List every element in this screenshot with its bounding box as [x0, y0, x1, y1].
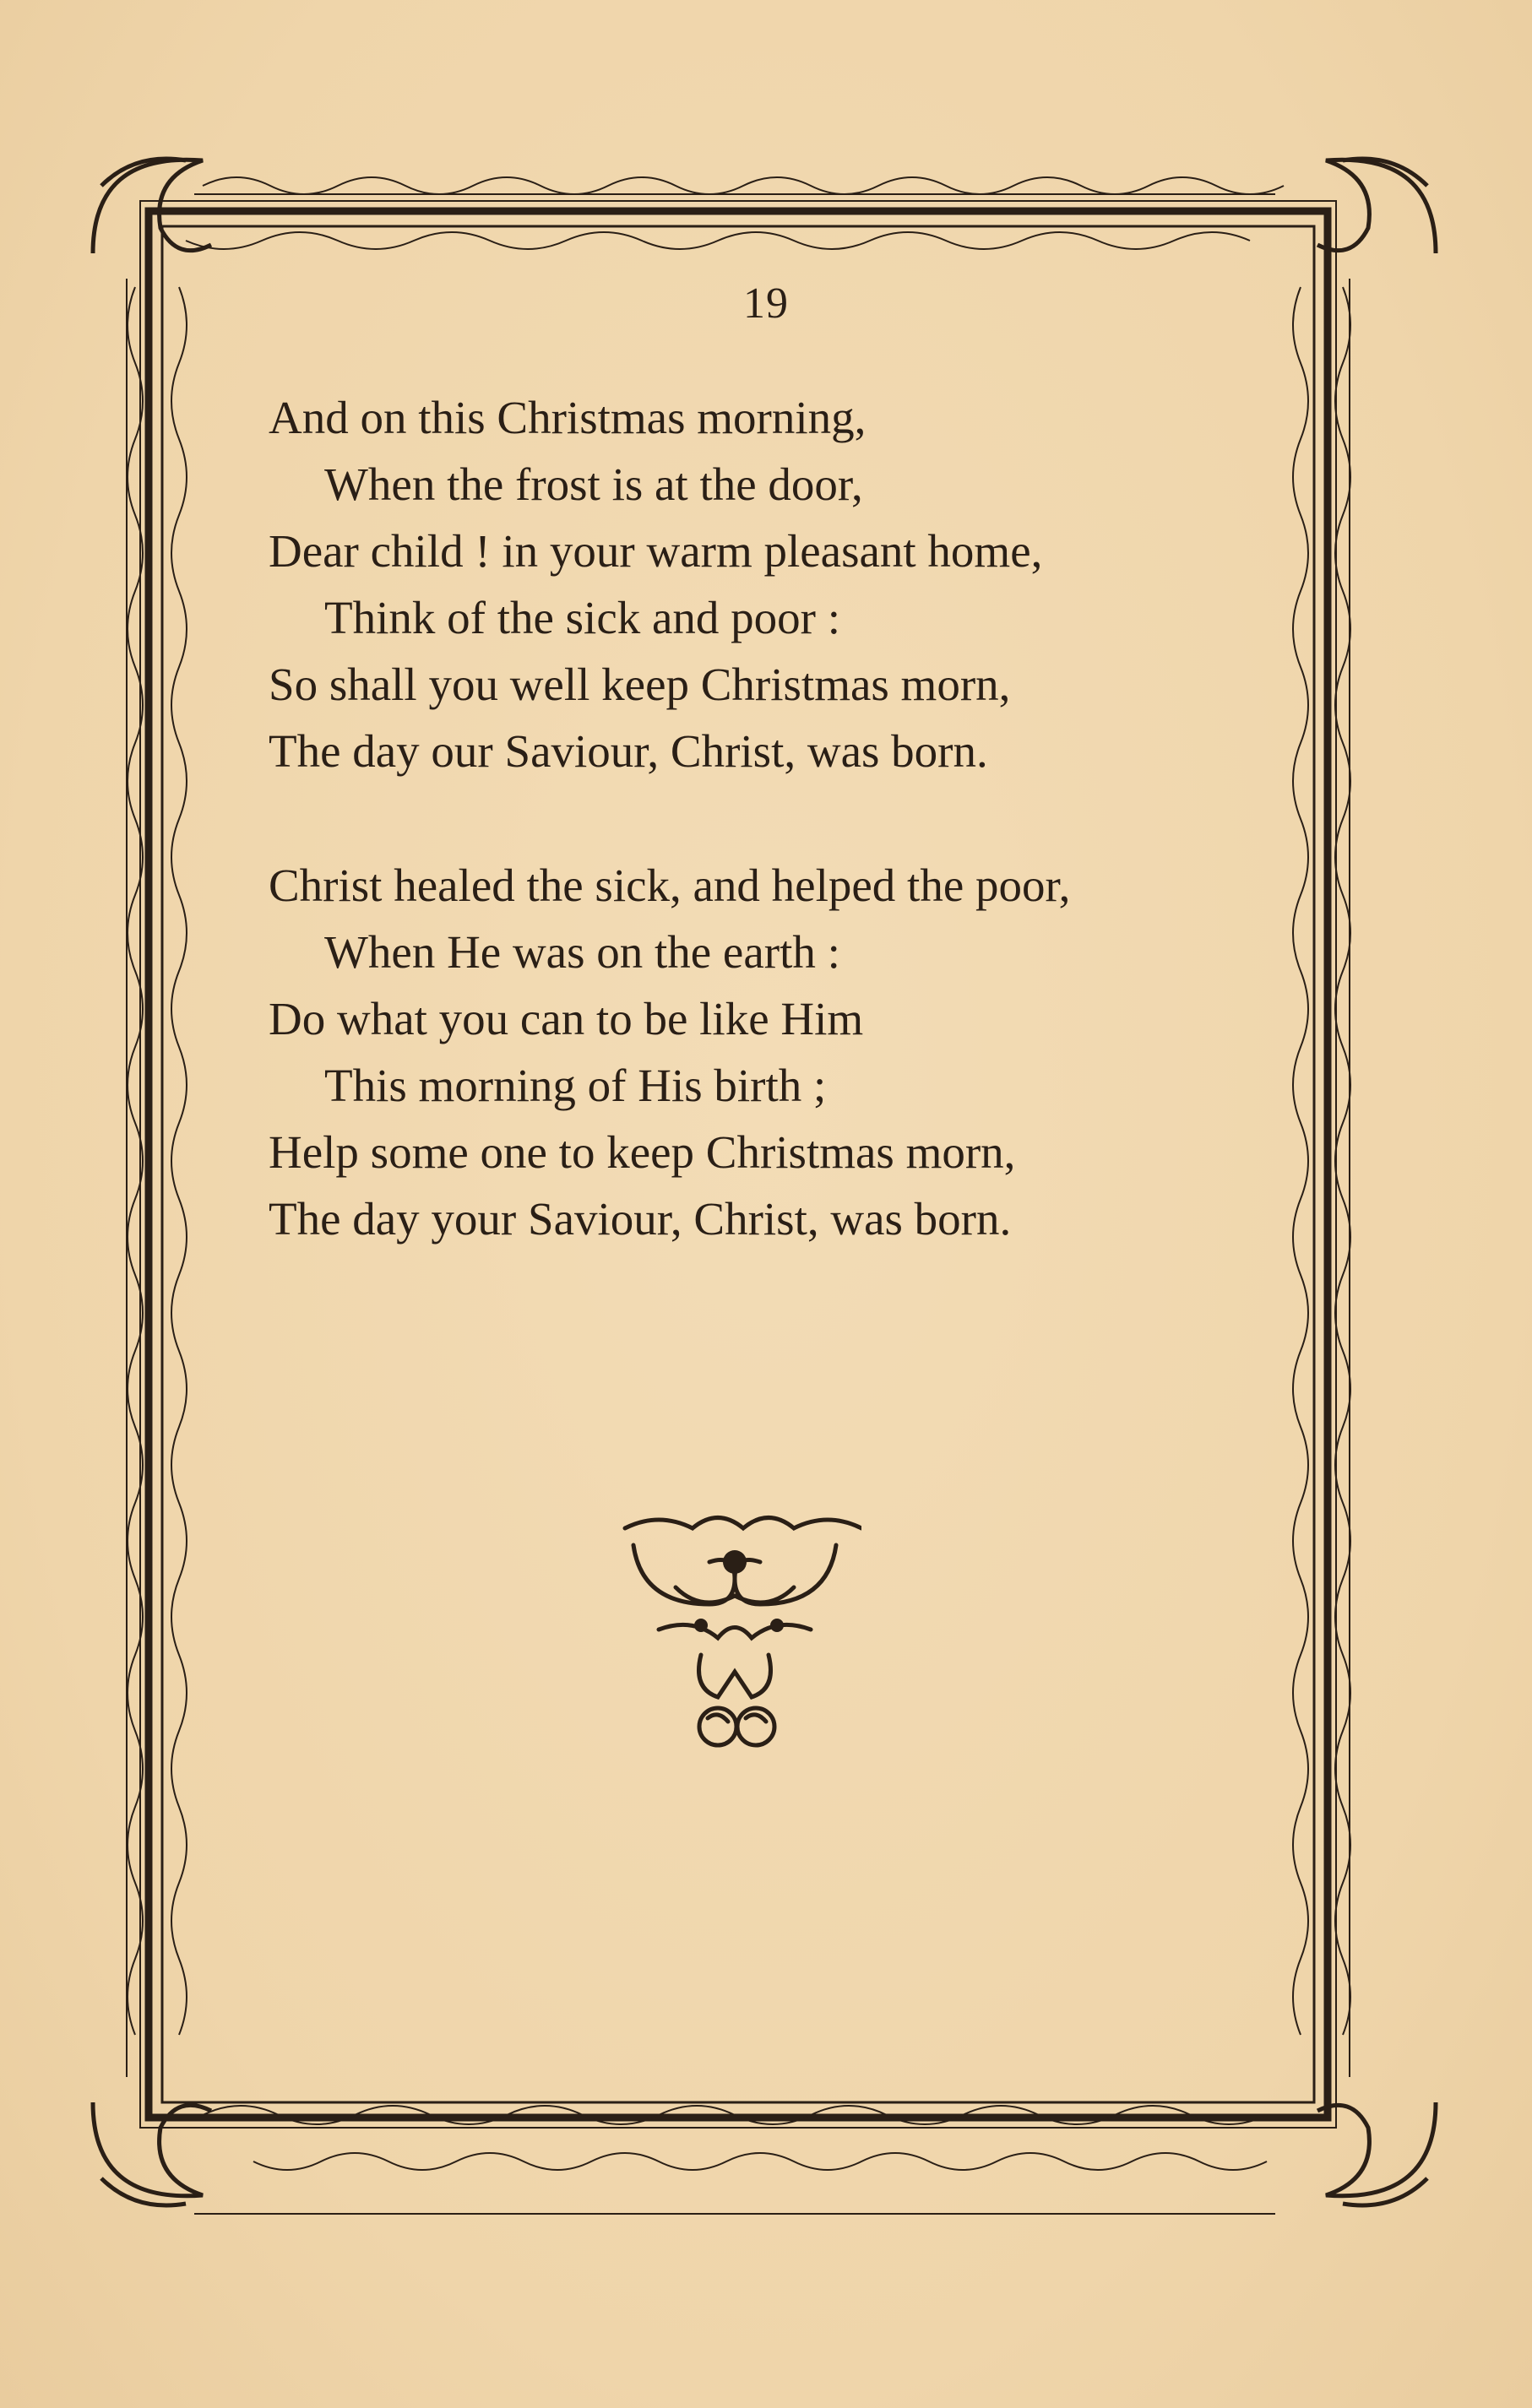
stanza: [269, 852, 1282, 1252]
poem-line: Do what you can to be like Him: [269, 993, 864, 1044]
poem-line: Help some one to keep Christmas morn,: [269, 1126, 1016, 1178]
poem: [269, 384, 1282, 1320]
poem-line: Dear child ! in your warm pleasant home,: [269, 525, 1043, 577]
poem-line: Christ healed the sick, and helped the poor,: [269, 860, 1071, 911]
poem-line: So shall you well keep Christmas morn,: [269, 659, 1011, 710]
poem-line: When the frost is at the door,: [324, 458, 863, 510]
page-number: 19: [743, 279, 789, 328]
poem-line: This morning of His birth ;: [324, 1060, 827, 1111]
poem-line: The day your Saviour, Christ, was born.: [269, 1193, 1012, 1245]
poem-line: When He was on the earth :: [324, 926, 840, 978]
poem-line: The day our Saviour, Christ, was born.: [269, 725, 988, 777]
poem-line: Think of the sick and poor :: [324, 592, 840, 643]
scroll-tailpiece-ornament: [608, 1511, 861, 1765]
stanza: [269, 384, 1282, 784]
poem-line: And on this Christmas morning,: [269, 392, 867, 443]
